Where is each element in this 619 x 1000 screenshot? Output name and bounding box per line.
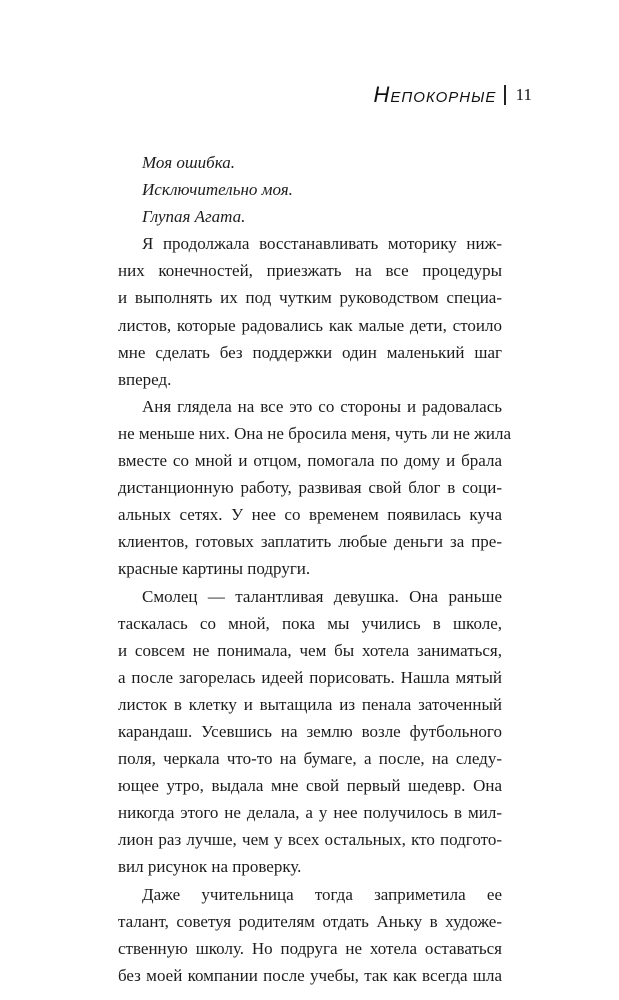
- text-line: листок в клетку и вытащила из пенала заточенный: [118, 694, 502, 714]
- text-line: вместе со мной и отцом, помогала по дому и брала: [118, 451, 502, 471]
- text-line: и совсем не понимала, чем бы хотела заниматься,: [118, 640, 502, 660]
- text-line: лион раз лучше, чем у всех остальных, кто подгото-: [118, 830, 502, 850]
- text-line: Я продолжала восстанавливать моторику ниж-: [142, 234, 502, 254]
- text-line: таскалась со мной, пока мы учились в школе,: [118, 613, 502, 633]
- header-divider: [504, 85, 505, 105]
- text-line: Даже учительница тогда заприметила ее: [142, 884, 502, 904]
- text-line: вперед.: [118, 369, 172, 389]
- text-line: не меньше них. Она не бросила меня, чуть ли не жила: [118, 423, 511, 443]
- text-line: никогда этого не делала, а у нее получилось в мил-: [118, 803, 502, 823]
- text-line: ющее утро, выдала мне свой первый шедевр. Она: [118, 776, 502, 796]
- text-line: талант, советуя родителям отдать Аньку в художе-: [118, 911, 502, 931]
- running-header: [372, 80, 532, 110]
- text-line: Исключительно моя.: [142, 180, 293, 200]
- text-line: Аня глядела на все это со стороны и радовалась: [142, 396, 502, 416]
- text-line: а после загорелась идеей порисовать. Нашла мятый: [118, 667, 502, 687]
- text-line: и выполнять их под чутким руководством специа-: [118, 288, 502, 308]
- text-line: листов, которые радовались как малые дети, стоило: [118, 315, 502, 335]
- text-line: ственную школу. Но подруга не хотела оставаться: [118, 938, 502, 958]
- text-line: клиентов, готовых заплатить любые деньги за пре-: [118, 532, 502, 552]
- text-line: без моей компании после учебы, так как всегда шла: [118, 965, 502, 985]
- text-line: Моя ошибка.: [142, 153, 236, 172]
- text-line: Смолец — талантливая девушка. Она раньше: [142, 586, 502, 606]
- text-line: карандаш. Усевшись на землю возле футбольного: [118, 721, 502, 741]
- text-line: поля, черкала что-то на бумаге, а после, на следу-: [118, 749, 502, 769]
- text-line: красные картины подруги.: [118, 559, 311, 579]
- text-line: вил рисунок на проверку.: [118, 857, 302, 877]
- text-line: дистанционную работу, развивая свой блог в соци-: [118, 478, 502, 498]
- book-title: Непокорные: [373, 82, 497, 107]
- text-line: мне сделать без поддержки один маленький шаг: [118, 342, 502, 362]
- text-line: них конечностей, приезжать на все процедуры: [118, 261, 502, 281]
- page-number: 11: [515, 85, 532, 104]
- text-line: альных сетях. У нее со временем появилась куча: [118, 505, 502, 525]
- text-line: Глупая Агата.: [142, 207, 246, 227]
- body-text: [118, 149, 511, 989]
